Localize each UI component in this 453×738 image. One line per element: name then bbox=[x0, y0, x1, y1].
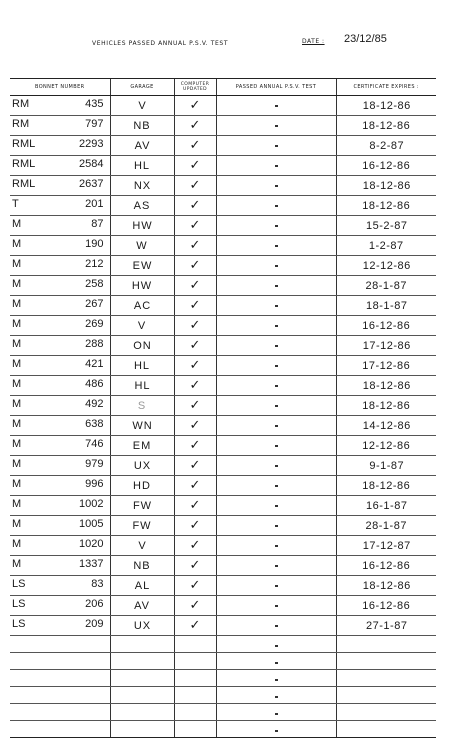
certificate-expiry-cell: 18-12-86 bbox=[336, 476, 436, 496]
certificate-expiry-cell: 14-12-86 bbox=[336, 416, 436, 436]
table-header-row bbox=[10, 79, 436, 96]
pencil-dot-mark bbox=[275, 713, 278, 715]
empty-cell bbox=[10, 670, 110, 687]
computer-updated-tick: ✓ bbox=[174, 516, 216, 536]
bonnet-prefix: M bbox=[12, 238, 22, 250]
computer-updated-tick: ✓ bbox=[174, 396, 216, 416]
passed-test-cell bbox=[216, 396, 336, 416]
bonnet-prefix: M bbox=[12, 378, 22, 390]
certificate-expiry-cell: 18-12-86 bbox=[336, 376, 436, 396]
passed-test-cell bbox=[216, 236, 336, 256]
empty-cell bbox=[174, 704, 216, 721]
pencil-dot-mark bbox=[275, 245, 278, 247]
passed-test-cell bbox=[216, 356, 336, 376]
empty-cell bbox=[336, 704, 436, 721]
bonnet-number-cell bbox=[10, 176, 110, 196]
pencil-dot-mark bbox=[275, 605, 278, 607]
col-header-computer-updated bbox=[174, 79, 216, 96]
computer-updated-tick: ✓ bbox=[174, 436, 216, 456]
garage-cell: V bbox=[110, 536, 174, 556]
garage-cell: HW bbox=[110, 276, 174, 296]
bonnet-number-cell bbox=[10, 136, 110, 156]
computer-updated-tick: ✓ bbox=[174, 456, 216, 476]
empty-table-row bbox=[10, 704, 436, 721]
bonnet-prefix: M bbox=[12, 458, 22, 470]
bonnet-number: 1337 bbox=[79, 558, 104, 570]
pencil-dot-mark bbox=[275, 625, 278, 627]
empty-cell bbox=[110, 721, 174, 738]
certificate-expiry-cell: 16-12-86 bbox=[336, 316, 436, 336]
table-row bbox=[10, 456, 436, 476]
bonnet-number-cell bbox=[10, 316, 110, 336]
certificate-expiry-cell: 18-12-86 bbox=[336, 576, 436, 596]
bonnet-number: 2637 bbox=[79, 178, 104, 190]
pencil-dot-mark bbox=[275, 185, 278, 187]
empty-table-row bbox=[10, 670, 436, 687]
computer-updated-tick: ✓ bbox=[174, 476, 216, 496]
garage-cell: NX bbox=[110, 176, 174, 196]
table-row bbox=[10, 176, 436, 196]
pencil-dot-mark bbox=[275, 465, 278, 467]
passed-test-cell bbox=[216, 616, 336, 636]
table-row bbox=[10, 616, 436, 636]
certificate-expiry-cell: 1-2-87 bbox=[336, 236, 436, 256]
computer-updated-tick: ✓ bbox=[174, 336, 216, 356]
empty-cell bbox=[110, 687, 174, 704]
table-row bbox=[10, 536, 436, 556]
bonnet-prefix: M bbox=[12, 498, 22, 510]
computer-updated-tick: ✓ bbox=[174, 356, 216, 376]
table-row bbox=[10, 416, 436, 436]
bonnet-prefix: LS bbox=[12, 618, 26, 630]
pencil-dot-mark bbox=[275, 125, 278, 127]
bonnet-number-cell bbox=[10, 396, 110, 416]
empty-cell bbox=[174, 653, 216, 670]
table-row bbox=[10, 376, 436, 396]
empty-cell bbox=[110, 670, 174, 687]
pencil-dot-mark bbox=[275, 105, 278, 107]
computer-updated-tick: ✓ bbox=[174, 136, 216, 156]
table-row bbox=[10, 216, 436, 236]
bonnet-number: 486 bbox=[85, 378, 104, 390]
empty-cell bbox=[174, 687, 216, 704]
bonnet-number-cell bbox=[10, 436, 110, 456]
certificate-expiry-cell: 16-12-86 bbox=[336, 596, 436, 616]
bonnet-number-cell bbox=[10, 356, 110, 376]
garage-cell: ON bbox=[110, 336, 174, 356]
bonnet-number-cell bbox=[10, 196, 110, 216]
garage-cell: UX bbox=[110, 456, 174, 476]
bonnet-number-cell bbox=[10, 336, 110, 356]
garage-cell: FW bbox=[110, 516, 174, 536]
certificate-expiry-cell: 28-1-87 bbox=[336, 516, 436, 536]
certificate-expiry-cell: 12-12-86 bbox=[336, 436, 436, 456]
bonnet-prefix: LS bbox=[12, 578, 26, 590]
pencil-dot-mark bbox=[275, 679, 278, 681]
empty-cell bbox=[174, 721, 216, 738]
table-row bbox=[10, 356, 436, 376]
certificate-expiry-cell: 28-1-87 bbox=[336, 276, 436, 296]
table-row bbox=[10, 96, 436, 116]
title-text: VEHICLES PASSED ANNUAL P.S.V. TEST bbox=[92, 40, 229, 47]
computer-updated-tick: ✓ bbox=[174, 116, 216, 136]
bonnet-number-cell bbox=[10, 476, 110, 496]
passed-test-cell bbox=[216, 687, 336, 704]
bonnet-number-cell bbox=[10, 116, 110, 136]
pencil-dot-mark bbox=[275, 525, 278, 527]
pencil-dot-mark bbox=[275, 225, 278, 227]
passed-test-cell bbox=[216, 316, 336, 336]
pencil-dot-mark bbox=[275, 325, 278, 327]
empty-cell bbox=[110, 704, 174, 721]
bonnet-number: 288 bbox=[85, 338, 104, 350]
garage-cell: HL bbox=[110, 156, 174, 176]
empty-cell bbox=[110, 653, 174, 670]
date-label: DATE : bbox=[302, 38, 325, 45]
computer-updated-tick: ✓ bbox=[174, 556, 216, 576]
bonnet-number-cell bbox=[10, 456, 110, 476]
bonnet-number: 1020 bbox=[79, 538, 104, 550]
bonnet-number: 201 bbox=[85, 198, 104, 210]
empty-cell bbox=[174, 670, 216, 687]
bonnet-prefix: RM bbox=[12, 98, 30, 110]
garage-cell: EM bbox=[110, 436, 174, 456]
bonnet-number-cell bbox=[10, 416, 110, 436]
table-row bbox=[10, 496, 436, 516]
passed-test-cell bbox=[216, 436, 336, 456]
bonnet-number-cell bbox=[10, 556, 110, 576]
empty-cell bbox=[10, 653, 110, 670]
passed-test-cell bbox=[216, 476, 336, 496]
pencil-dot-mark bbox=[275, 385, 278, 387]
table-row bbox=[10, 276, 436, 296]
passed-test-cell bbox=[216, 176, 336, 196]
empty-cell bbox=[10, 704, 110, 721]
certificate-expiry-cell: 17-12-86 bbox=[336, 336, 436, 356]
passed-test-cell bbox=[216, 416, 336, 436]
computer-updated-tick: ✓ bbox=[174, 596, 216, 616]
empty-table-row bbox=[10, 653, 436, 670]
pencil-dot-mark bbox=[275, 662, 278, 664]
sheet-title bbox=[92, 40, 228, 47]
garage-cell: V bbox=[110, 96, 174, 116]
bonnet-number-cell bbox=[10, 236, 110, 256]
computer-updated-tick: ✓ bbox=[174, 616, 216, 636]
bonnet-prefix: M bbox=[12, 398, 22, 410]
passed-test-cell bbox=[216, 653, 336, 670]
table-row bbox=[10, 196, 436, 216]
bonnet-number: 2584 bbox=[79, 158, 104, 170]
pencil-dot-mark bbox=[275, 425, 278, 427]
col-header-garage: GARAGE bbox=[110, 79, 174, 96]
bonnet-number: 421 bbox=[85, 358, 104, 370]
pencil-dot-mark bbox=[275, 205, 278, 207]
bonnet-number-cell bbox=[10, 156, 110, 176]
certificate-expiry-cell: 17-12-86 bbox=[336, 356, 436, 376]
bonnet-number: 1002 bbox=[79, 498, 104, 510]
bonnet-prefix: M bbox=[12, 338, 22, 350]
bonnet-number-cell bbox=[10, 96, 110, 116]
certificate-expiry-cell: 18-1-87 bbox=[336, 296, 436, 316]
table-row bbox=[10, 576, 436, 596]
empty-cell bbox=[10, 721, 110, 738]
table-row bbox=[10, 136, 436, 156]
pencil-dot-mark bbox=[275, 565, 278, 567]
pencil-dot-mark bbox=[275, 285, 278, 287]
table-row bbox=[10, 436, 436, 456]
vehicle-table bbox=[10, 78, 436, 738]
bonnet-number: 435 bbox=[85, 98, 104, 110]
bonnet-number: 979 bbox=[85, 458, 104, 470]
passed-test-cell bbox=[216, 456, 336, 476]
passed-test-cell bbox=[216, 336, 336, 356]
empty-cell bbox=[174, 636, 216, 653]
garage-cell: NB bbox=[110, 116, 174, 136]
bonnet-number: 212 bbox=[85, 258, 104, 270]
bonnet-number: 258 bbox=[85, 278, 104, 290]
passed-test-cell bbox=[216, 136, 336, 156]
passed-test-cell bbox=[216, 636, 336, 653]
garage-cell: HL bbox=[110, 356, 174, 376]
bonnet-prefix: T bbox=[12, 198, 19, 210]
bonnet-prefix: RM bbox=[12, 118, 30, 130]
bonnet-number-cell bbox=[10, 496, 110, 516]
bonnet-number: 206 bbox=[85, 598, 104, 610]
bonnet-number-cell bbox=[10, 616, 110, 636]
pencil-dot-mark bbox=[275, 145, 278, 147]
pencil-dot-mark bbox=[275, 365, 278, 367]
bonnet-number: 2293 bbox=[79, 138, 104, 150]
computer-updated-tick: ✓ bbox=[174, 236, 216, 256]
bonnet-number: 492 bbox=[85, 398, 104, 410]
empty-cell bbox=[336, 670, 436, 687]
empty-table-row bbox=[10, 636, 436, 653]
table-row bbox=[10, 396, 436, 416]
col-header-computer-line1: COMPUTER bbox=[180, 82, 210, 87]
bonnet-number: 83 bbox=[91, 578, 104, 590]
computer-updated-tick: ✓ bbox=[174, 216, 216, 236]
computer-updated-tick: ✓ bbox=[174, 296, 216, 316]
pencil-dot-mark bbox=[275, 165, 278, 167]
bonnet-prefix: RML bbox=[12, 178, 36, 190]
garage-cell: HW bbox=[110, 216, 174, 236]
bonnet-prefix: M bbox=[12, 298, 22, 310]
computer-updated-tick: ✓ bbox=[174, 276, 216, 296]
passed-test-cell bbox=[216, 216, 336, 236]
bonnet-number-cell bbox=[10, 256, 110, 276]
certificate-expiry-cell: 27-1-87 bbox=[336, 616, 436, 636]
pencil-dot-mark bbox=[275, 585, 278, 587]
pencil-dot-mark bbox=[275, 405, 278, 407]
passed-test-cell bbox=[216, 156, 336, 176]
table-body bbox=[10, 96, 436, 738]
garage-cell: WN bbox=[110, 416, 174, 436]
passed-test-cell bbox=[216, 296, 336, 316]
bonnet-prefix: M bbox=[12, 358, 22, 370]
bonnet-prefix: M bbox=[12, 278, 22, 290]
bonnet-number-cell bbox=[10, 376, 110, 396]
col-header-bonnet: BONNET NUMBER bbox=[10, 79, 110, 96]
bonnet-number: 746 bbox=[85, 438, 104, 450]
pencil-dot-mark bbox=[275, 730, 278, 732]
empty-cell bbox=[336, 653, 436, 670]
certificate-expiry-cell: 9-1-87 bbox=[336, 456, 436, 476]
passed-test-cell bbox=[216, 670, 336, 687]
garage-cell: HD bbox=[110, 476, 174, 496]
pencil-dot-mark bbox=[275, 305, 278, 307]
bonnet-prefix: M bbox=[12, 478, 22, 490]
bonnet-number-cell bbox=[10, 576, 110, 596]
date-value: 23/12/85 bbox=[344, 33, 387, 45]
table-row bbox=[10, 156, 436, 176]
pencil-dot-mark bbox=[275, 645, 278, 647]
table-row bbox=[10, 116, 436, 136]
passed-test-cell bbox=[216, 276, 336, 296]
pencil-dot-mark bbox=[275, 505, 278, 507]
bonnet-number: 267 bbox=[85, 298, 104, 310]
bonnet-number: 996 bbox=[85, 478, 104, 490]
computer-updated-tick: ✓ bbox=[174, 96, 216, 116]
bonnet-number-cell bbox=[10, 536, 110, 556]
certificate-expiry-cell: 8-2-87 bbox=[336, 136, 436, 156]
passed-test-cell bbox=[216, 536, 336, 556]
bonnet-prefix: RML bbox=[12, 138, 36, 150]
passed-test-cell bbox=[216, 496, 336, 516]
garage-cell: AS bbox=[110, 196, 174, 216]
table-row bbox=[10, 516, 436, 536]
passed-test-cell bbox=[216, 704, 336, 721]
table-row bbox=[10, 256, 436, 276]
passed-test-cell bbox=[216, 376, 336, 396]
garage-cell: V bbox=[110, 316, 174, 336]
table-row bbox=[10, 596, 436, 616]
empty-cell bbox=[336, 636, 436, 653]
certificate-expiry-cell: 18-12-86 bbox=[336, 176, 436, 196]
pencil-dot-mark bbox=[275, 345, 278, 347]
certificate-expiry-cell: 16-1-87 bbox=[336, 496, 436, 516]
empty-table-row bbox=[10, 721, 436, 738]
pencil-dot-mark bbox=[275, 485, 278, 487]
bonnet-number: 190 bbox=[85, 238, 104, 250]
computer-updated-tick: ✓ bbox=[174, 536, 216, 556]
garage-cell: FW bbox=[110, 496, 174, 516]
bonnet-prefix: RML bbox=[12, 158, 36, 170]
computer-updated-tick: ✓ bbox=[174, 376, 216, 396]
col-header-certificate-expires: CERTIFICATE EXPIRES : bbox=[336, 79, 436, 96]
table-row bbox=[10, 476, 436, 496]
pencil-dot-mark bbox=[275, 696, 278, 698]
bonnet-prefix: M bbox=[12, 258, 22, 270]
computer-updated-tick: ✓ bbox=[174, 176, 216, 196]
certificate-expiry-cell: 17-12-87 bbox=[336, 536, 436, 556]
pencil-dot-mark bbox=[275, 545, 278, 547]
bonnet-prefix: M bbox=[12, 218, 22, 230]
garage-cell: UX bbox=[110, 616, 174, 636]
table-row bbox=[10, 556, 436, 576]
col-header-computer-line2: UPDATED bbox=[183, 87, 207, 92]
bonnet-number: 797 bbox=[85, 118, 104, 130]
computer-updated-tick: ✓ bbox=[174, 156, 216, 176]
empty-cell bbox=[336, 721, 436, 738]
empty-cell bbox=[110, 636, 174, 653]
certificate-expiry-cell: 12-12-86 bbox=[336, 256, 436, 276]
passed-test-cell bbox=[216, 516, 336, 536]
bonnet-number: 269 bbox=[85, 318, 104, 330]
bonnet-number: 638 bbox=[85, 418, 104, 430]
certificate-expiry-cell: 16-12-86 bbox=[336, 556, 436, 576]
garage-cell: W bbox=[110, 236, 174, 256]
garage-cell: AV bbox=[110, 136, 174, 156]
empty-cell bbox=[10, 636, 110, 653]
passed-test-cell bbox=[216, 256, 336, 276]
bonnet-number-cell bbox=[10, 516, 110, 536]
bonnet-number: 209 bbox=[85, 618, 104, 630]
bonnet-prefix: M bbox=[12, 538, 22, 550]
bonnet-number: 87 bbox=[91, 218, 104, 230]
garage-cell: AC bbox=[110, 296, 174, 316]
computer-updated-tick: ✓ bbox=[174, 496, 216, 516]
empty-cell bbox=[336, 687, 436, 704]
bonnet-number-cell bbox=[10, 596, 110, 616]
passed-test-cell bbox=[216, 116, 336, 136]
bonnet-prefix: M bbox=[12, 418, 22, 430]
bonnet-number-cell bbox=[10, 276, 110, 296]
bonnet-number-cell bbox=[10, 296, 110, 316]
computer-updated-tick: ✓ bbox=[174, 196, 216, 216]
computer-updated-tick: ✓ bbox=[174, 316, 216, 336]
computer-updated-tick: ✓ bbox=[174, 416, 216, 436]
passed-test-cell bbox=[216, 196, 336, 216]
garage-cell: EW bbox=[110, 256, 174, 276]
certificate-expiry-cell: 15-2-87 bbox=[336, 216, 436, 236]
table-row bbox=[10, 336, 436, 356]
bonnet-prefix: M bbox=[12, 318, 22, 330]
passed-test-cell bbox=[216, 556, 336, 576]
pencil-dot-mark bbox=[275, 265, 278, 267]
table-row bbox=[10, 236, 436, 256]
garage-cell: AL bbox=[110, 576, 174, 596]
computer-updated-tick: ✓ bbox=[174, 576, 216, 596]
passed-test-cell bbox=[216, 576, 336, 596]
garage-cell: S bbox=[110, 396, 174, 416]
bonnet-prefix: LS bbox=[12, 598, 26, 610]
computer-updated-tick: ✓ bbox=[174, 256, 216, 276]
col-header-passed-test: PASSED ANNUAL P.S.V. TEST bbox=[216, 79, 336, 96]
bonnet-prefix: M bbox=[12, 438, 22, 450]
certificate-expiry-cell: 18-12-86 bbox=[336, 116, 436, 136]
passed-test-cell bbox=[216, 596, 336, 616]
table-row bbox=[10, 296, 436, 316]
table-row bbox=[10, 316, 436, 336]
passed-test-cell bbox=[216, 721, 336, 738]
certificate-expiry-cell: 18-12-86 bbox=[336, 396, 436, 416]
bonnet-prefix: M bbox=[12, 558, 22, 570]
bonnet-prefix: M bbox=[12, 518, 22, 530]
empty-table-row bbox=[10, 687, 436, 704]
pencil-dot-mark bbox=[275, 445, 278, 447]
garage-cell: NB bbox=[110, 556, 174, 576]
empty-cell bbox=[10, 687, 110, 704]
certificate-expiry-cell: 16-12-86 bbox=[336, 156, 436, 176]
bonnet-number: 1005 bbox=[79, 518, 104, 530]
certificate-expiry-cell: 18-12-86 bbox=[336, 96, 436, 116]
passed-test-cell bbox=[216, 96, 336, 116]
garage-cell: HL bbox=[110, 376, 174, 396]
garage-cell: AV bbox=[110, 596, 174, 616]
certificate-expiry-cell: 18-12-86 bbox=[336, 196, 436, 216]
bonnet-number-cell bbox=[10, 216, 110, 236]
